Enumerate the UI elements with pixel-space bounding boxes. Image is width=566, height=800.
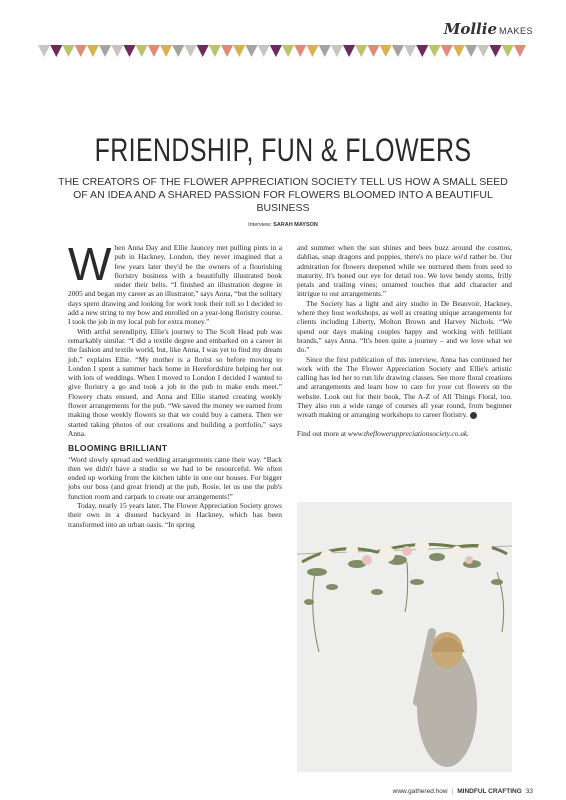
bunting-flag (306, 45, 318, 57)
bunting-flag (38, 45, 50, 57)
magazine-brand (444, 20, 533, 38)
bunting-decoration (38, 45, 528, 59)
bunting-flag (148, 45, 160, 57)
bunting-flag (258, 45, 270, 57)
bunting-flag (502, 45, 514, 57)
bunting-flag (111, 45, 123, 57)
bunting-flag (404, 45, 416, 57)
bunting-flag (75, 45, 87, 57)
bunting-flag (282, 45, 294, 57)
end-mark-icon (470, 412, 477, 419)
bunting-flag (453, 45, 465, 57)
bunting-flag (343, 45, 355, 57)
footer-site: www.gathered.how (392, 788, 448, 795)
bunting-flag (428, 45, 440, 57)
find-out-more (297, 429, 512, 438)
bunting-flag (294, 45, 306, 57)
article-column-right (297, 243, 512, 438)
standfirst: THE CREATORS OF THE FLOWER APPRECIATION SOCIETY TELL US HOW A SMALL SEED OF AN IDEA AND A SHARED PASSION FOR FLOWERS BLOOMED INTO A BEAUTIFUL BUSINESS (58, 176, 508, 214)
drop-cap: W (68, 238, 112, 290)
bunting-flag (99, 45, 111, 57)
paragraph: Today, nearly 15 years later, The Flower Appreciation Society grows their own in a disused backyard in Hackney, which has been transformed into an urban oasis. “In spring (68, 501, 282, 529)
bunting-flag (62, 45, 74, 57)
page-title: FRIENDSHIP, FUN & FLOWERS (94, 132, 472, 168)
byline (0, 222, 566, 228)
bunting-flag (355, 45, 367, 57)
footer-section: MINDFUL CRAFTING (457, 788, 522, 795)
brand-makes: MAKES (498, 26, 533, 36)
bunting-flag (87, 45, 99, 57)
bunting-flag (50, 45, 62, 57)
bunting-flag (465, 45, 477, 57)
paragraph-text: Since the first publication of this interview, Anna has continued her work with the The Flower Appreciation Society and Ellie's artistic calling has led her to run life drawing classes. See more floral creations and arrangements and learn how to care for your cut flowers on the website. Look out for their book, The A-Z of All Things Floral, too. They also run a wide range of courses all year round, from beginner wreath making or arranging workshops to career floristry. (297, 354, 512, 420)
paragraph: ‘Word slowly spread and wedding arrangements came their way. “Back then we didn't have a studio so we had to be resourceful. We often ended up working from the kitchen table in one our houses. For bigger jobs our boss (and great friend) at the pub, Rosie, let us use the pub's function room and carpark to create our arrangements!” (68, 454, 282, 501)
paragraph: hen Anna Day and Ellie Jauncey met pulling pints in a pub in Hackney, London, they never imagined that a few years later they'd be the owners of a flourishing floristry business with a beautifully illustrated book under their belts. “I finished an illustration degree in 2005 and began my career as an illustrator,” says Anna, “but the solitary days spent drawing and looking for work took their toll so I decided to add a new string to my bow and enrolled on a year-long floristry course. I took the job in my local pub for extra money.” (68, 243, 282, 327)
bunting-flag (245, 45, 257, 57)
page-number: 33 (525, 788, 533, 795)
byline-label: Interview: (248, 222, 272, 228)
bunting-flag (514, 45, 526, 57)
bunting-flag (270, 45, 282, 57)
bunting-flag (319, 45, 331, 57)
page-footer (393, 788, 533, 795)
find-out-more-prefix: Find out more at (297, 428, 347, 438)
flower-installation-photo (297, 502, 512, 772)
bunting-flag (477, 45, 489, 57)
paragraph: The Society has a light and airy studio in De Beauvoir, Hackney, where they host workshops, as well as creating unique arrangements for clients including Liberty, Molton Brown and Harvey Nichols. “We spend our days making couples happy and working with brilliant brands,” says Anna. “It's been quite a journey – and we love what we do.” (297, 298, 512, 355)
bunting-flag (123, 45, 135, 57)
bunting-flag (221, 45, 233, 57)
bunting-flag (136, 45, 148, 57)
bunting-flag (367, 45, 379, 57)
bunting-flag (209, 45, 221, 57)
bunting-flag (392, 45, 404, 57)
bunting-flag (197, 45, 209, 57)
bunting-flag (233, 45, 245, 57)
footer-separator: | (451, 788, 454, 795)
paragraph: With artful serendipity, Ellie's journey to The Scolt Head pub was remarkably similar. “I did a textile degree and embarked on a career in the fashion and textile world, but, like Anna, I was yet to find my dream job,” explains Ellie. “My mother is a florist so before moving to London I spent a summer back home in Herefordshire helping her out with lots of weddings. When I moved to London I decided I wanted to give floristry a go and took a job in the pub to make ends meet.” Flowery chats ensued, and Anna and Ellie started creating weekly flower arrangements for the pub. “We saved the money we earned from making those weekly flowers so that we could buy a camera. Then we started taking photos of our creations and building a portfolio,” says Anna. (68, 326, 282, 438)
bunting-flag (172, 45, 184, 57)
subheading: BLOOMING BRILLIANT (68, 443, 168, 454)
website-link[interactable]: www.thefloweruppreciationsociety.co.uk. (347, 428, 470, 438)
paragraph-with-endmark (297, 355, 512, 420)
byline-author: SARAH MAYSON (273, 222, 318, 228)
bunting-flag (160, 45, 172, 57)
brand-script: Mollie (443, 20, 497, 38)
bunting-flag (416, 45, 428, 57)
bunting-flag (380, 45, 392, 57)
bunting-flag (441, 45, 453, 57)
bunting-flag (184, 45, 196, 57)
paragraph: and summer when the sun shines and bees buzz around the cosmos, dahlias, snap dragons and poppies, there's no place we'd rather be. Our admiration for flowers deepened while we nurtured them from seed to maturity. It's honed our eye for detail too. We love bendy stems, frilly petals and trailing vines; untamed touches that add character and intrigue to our arrangements.” (297, 243, 512, 299)
photo-illustration (297, 502, 512, 772)
bunting-flag (489, 45, 501, 57)
article-column-left (68, 238, 282, 529)
bunting-flag (331, 45, 343, 57)
